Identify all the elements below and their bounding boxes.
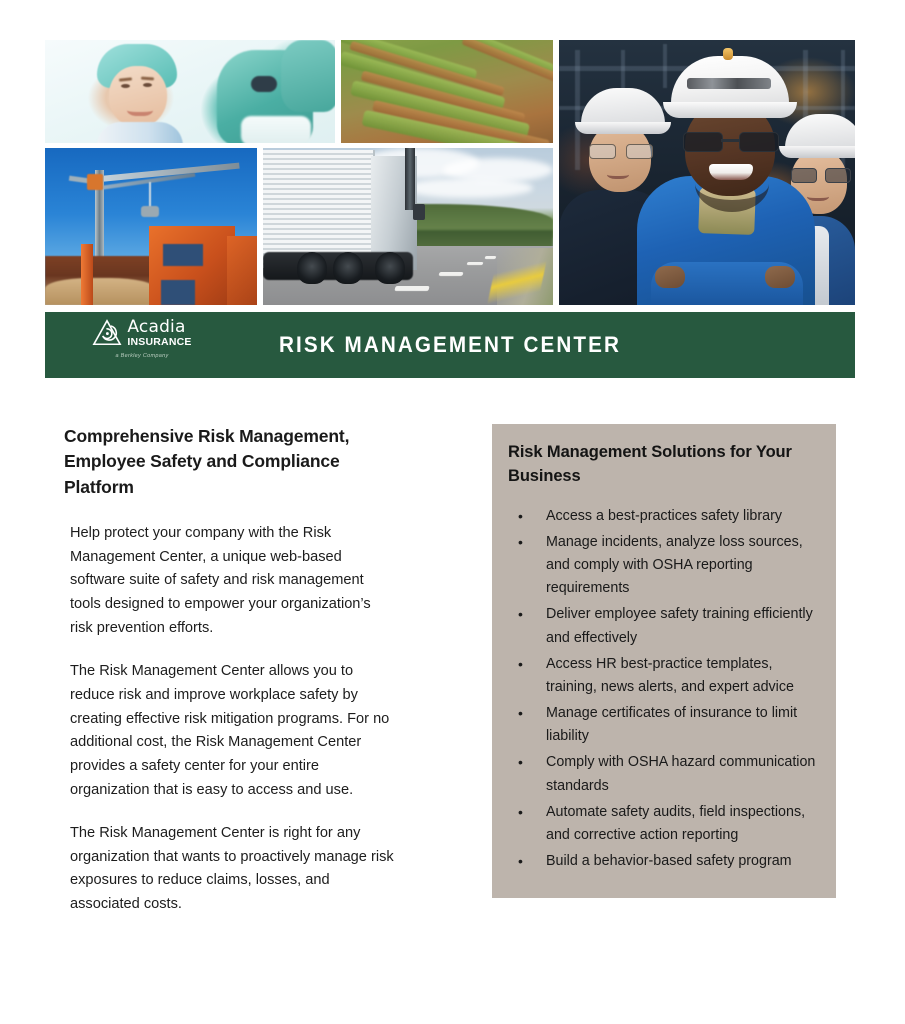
list-item [508,505,820,528]
list-item-label: Comply with OSHA hazard communication standards [546,754,816,794]
vineyard-photo [341,40,553,143]
solutions-sidebar [492,424,836,898]
brand-banner [45,312,855,378]
list-item [508,603,820,649]
body-paragraph: The Risk Management Center is right for any organization that wants to proactively manage risk exposures to reduce claims, losses, and associated costs. [70,825,394,913]
logo-brand-subname: INSURANCE [127,335,192,348]
sidebar-heading: Risk Management Solutions for Your Business [508,443,792,486]
list-item-label: Deliver employee safety training efficiently and effectively [546,606,813,646]
list-item [508,531,820,600]
list-item-label: Build a behavior-based safety program [546,853,792,869]
bullet-icon: • [518,754,523,771]
photo-collage [45,40,855,305]
list-item-label: Access a best-practices safety library [546,507,782,524]
list-item-label: Manage certificates of insurance to limit liability [546,705,798,745]
bullet-icon: • [518,606,523,623]
list-item-label: Automate safety audits, field inspections, and corrective action reporting [546,803,806,843]
list-item-label: Manage incidents, analyze loss sources, and comply with OSHA reporting requirements [546,533,803,597]
highway-truck-photo [263,148,553,305]
industrial-workers-photo [559,40,855,305]
construction-crane-photo [45,148,257,305]
left-content-column [64,424,394,917]
page-title: RISK MANAGEMENT CENTER [279,332,621,357]
list-item [508,801,820,847]
list-item [508,850,820,873]
medical-workers-photo [45,40,335,143]
solutions-list [508,505,820,873]
bullet-icon: • [518,803,523,820]
bullet-icon: • [518,705,523,722]
list-item-label: Access HR best-practice templates, training, news alerts, and expert advice [546,655,794,695]
bullet-icon: • [518,853,523,869]
body-paragraph: Help protect your company with the Risk Management Center, a unique web-based software suite of safety and risk management tools designed to empower your organization’s risk prevention efforts. [70,525,371,636]
list-item [508,653,820,699]
bullet-icon: • [518,533,523,550]
bullet-icon: • [518,507,523,524]
body-paragraph: The Risk Management Center allows you to reduce risk and improve workplace safety by creating effective risk mitigation programs. For no additional cost, the Risk Management Center provides a safety center for your entire organization that is easy to access and use. [70,663,390,798]
logo-brand-name: Acadia [127,316,186,337]
bullet-icon: • [518,655,523,672]
list-item [508,751,820,797]
list-item [508,702,820,748]
headline: Comprehensive Risk Management, Employee Safety and Compliance Platform [64,426,350,497]
logo-tagline: a Berkley Company [115,353,169,359]
